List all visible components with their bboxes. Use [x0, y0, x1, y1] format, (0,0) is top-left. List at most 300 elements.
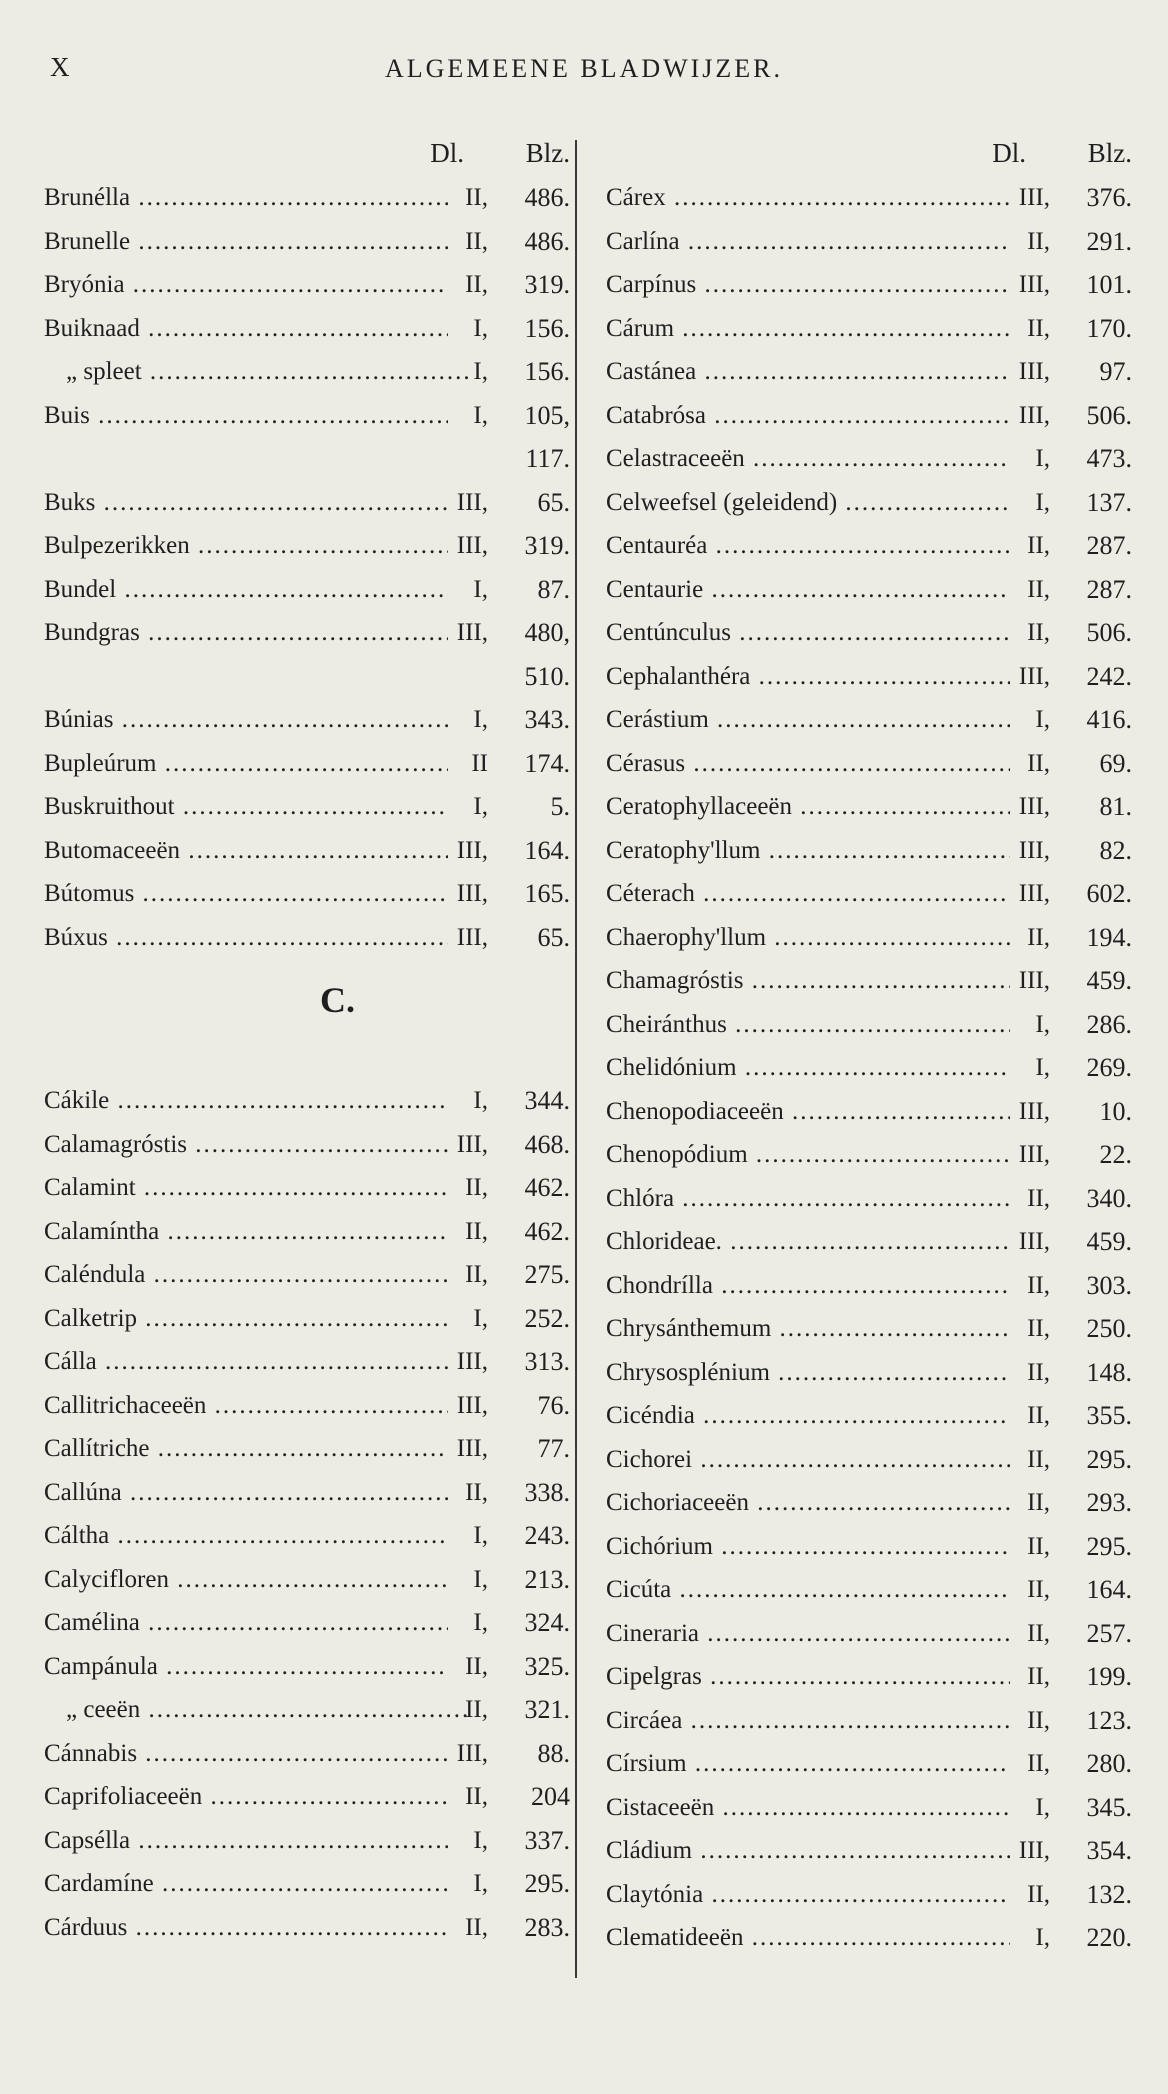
- index-entry: [606, 655, 1134, 699]
- entry-page: 137.: [1086, 487, 1132, 517]
- entry-name: Centauréa .....: [606, 524, 1010, 568]
- entry-volume: II,: [1027, 1489, 1050, 1516]
- index-entry: [44, 1210, 572, 1254]
- index-entry: [606, 1655, 1134, 1699]
- entry-name: Cicéndia .....: [606, 1394, 1010, 1438]
- index-entry: [606, 568, 1134, 612]
- entry-page: 295.: [1086, 1444, 1132, 1474]
- entry-page: 220.: [1086, 1923, 1132, 1952]
- entry-name: Callitrichaceeën .....: [44, 1384, 448, 1428]
- entry-volume: III,: [1018, 1141, 1050, 1168]
- index-entry: [606, 1046, 1134, 1090]
- entry-page: 174.: [524, 748, 570, 778]
- entry-name: Buskruithout .....: [44, 785, 448, 829]
- entry-name: Bundgras .....: [44, 611, 448, 655]
- entry-volume: I,: [473, 1522, 488, 1549]
- entry-volume: II,: [465, 1478, 488, 1506]
- index-entry: [606, 1699, 1134, 1743]
- entry-page: 355.: [1086, 1401, 1132, 1430]
- entry-volume: III,: [1018, 880, 1050, 907]
- index-entry: [606, 829, 1134, 873]
- entry-name: Chrysosplénium .....: [606, 1351, 1010, 1395]
- index-entry: [44, 263, 572, 307]
- index-entry: [44, 742, 572, 786]
- entry-volume: II,: [1027, 1576, 1050, 1603]
- entry-name: Buiknaad .....: [44, 307, 448, 351]
- entry-name: Cánnabis .....: [44, 1732, 448, 1776]
- entry-name: Chenopódium .....: [606, 1133, 1010, 1177]
- entry-page: 313.: [524, 1347, 570, 1376]
- entry-volume: II,: [1027, 1445, 1050, 1473]
- entry-name: Chaerophy'llum .....: [606, 916, 1010, 960]
- entry-volume: II,: [1027, 575, 1050, 603]
- entry-volume: III,: [456, 1435, 488, 1462]
- entry-page: 199.: [1086, 1662, 1132, 1691]
- entry-name: Carlína .....: [606, 220, 1010, 264]
- entry-page: 10.: [1099, 1096, 1132, 1126]
- entry-page: 416.: [1086, 705, 1132, 734]
- index-entry: [44, 916, 572, 960]
- entry-page: 343.: [524, 705, 570, 734]
- entry-volume: III,: [456, 1130, 488, 1158]
- entry-name: Castánea .....: [606, 350, 1010, 394]
- index-entry: [606, 1394, 1134, 1438]
- page-header: Blz.: [1087, 138, 1132, 168]
- entry-name: Brunelle .....: [44, 220, 448, 264]
- entry-volume: II,: [465, 1174, 488, 1201]
- index-entry: [44, 1427, 572, 1471]
- entry-name: Cicúta .....: [606, 1568, 1010, 1612]
- entry-name: Cálla .....: [44, 1340, 448, 1384]
- index-entry: [44, 1079, 572, 1123]
- index-entry: [44, 1514, 572, 1558]
- entry-volume: III,: [1018, 967, 1050, 994]
- entry-page: 303.: [1086, 1270, 1132, 1300]
- entry-volume: I,: [1035, 488, 1050, 516]
- entry-volume: II,: [1027, 1750, 1050, 1777]
- index-entries-c: [44, 1079, 572, 1949]
- index-entry: [606, 959, 1134, 1003]
- left-column-header: [44, 138, 572, 176]
- index-entry: [606, 742, 1134, 786]
- index-entry: [44, 1862, 572, 1906]
- entry-name: Cichorei .....: [606, 1438, 1010, 1482]
- index-entry: [606, 176, 1134, 220]
- entry-name: Calamint .....: [44, 1166, 448, 1210]
- entry-page: 319.: [524, 270, 570, 299]
- entry-name: Cistaceeën .....: [606, 1786, 1010, 1830]
- entry-volume: I,: [473, 1609, 488, 1636]
- entry-volume: II,: [1027, 227, 1050, 255]
- entry-name: Campánula .....: [44, 1645, 448, 1689]
- entry-volume: II,: [465, 1652, 488, 1680]
- entry-name: Calamíntha .....: [44, 1210, 448, 1254]
- entry-page: 354.: [1086, 1836, 1132, 1865]
- entry-name: Bryónia .....: [44, 263, 448, 307]
- entry-name: Bútomus .....: [44, 872, 448, 916]
- entry-name: Cákile .....: [44, 1079, 448, 1123]
- entry-page: 486.: [524, 226, 570, 256]
- entry-name: Cineraria .....: [606, 1612, 1010, 1656]
- entry-volume: III,: [456, 1739, 488, 1767]
- entry-volume: II,: [1027, 1315, 1050, 1342]
- index-entry: [44, 524, 572, 568]
- entry-name: Buks .....: [44, 481, 448, 525]
- entry-volume: II,: [1027, 1271, 1050, 1299]
- entry-page: 283.: [524, 1912, 570, 1942]
- entry-volume: III,: [456, 923, 488, 951]
- index-entry: [606, 1264, 1134, 1308]
- entry-name: Camélina .....: [44, 1601, 448, 1645]
- entry-name: Chenopodiaceeën .....: [606, 1090, 1010, 1134]
- index-entry: [44, 698, 572, 742]
- index-entry: [606, 1307, 1134, 1351]
- entry-name: Cichoriaceeën .....: [606, 1481, 1010, 1525]
- entry-volume: II,: [1027, 314, 1050, 342]
- entry-name: Cipelgras .....: [606, 1655, 1010, 1699]
- entry-page: 101.: [1086, 270, 1132, 299]
- entry-volume: III,: [1018, 401, 1050, 429]
- entry-volume: II,: [1027, 1402, 1050, 1429]
- entry-volume: I,: [1035, 1793, 1050, 1821]
- entry-page: 76.: [537, 1390, 570, 1420]
- index-entry: [44, 1253, 572, 1297]
- entry-volume: III,: [456, 488, 488, 516]
- entry-name: Bulpezerikken .....: [44, 524, 448, 568]
- entry-name: Butomaceeën .....: [44, 829, 448, 873]
- entry-page: 324.: [524, 1608, 570, 1637]
- index-entry: [44, 568, 572, 612]
- entry-volume: I,: [473, 1870, 488, 1897]
- entry-page: 486.: [524, 183, 570, 212]
- entry-page: 88.: [537, 1738, 570, 1768]
- entry-page: 257.: [1086, 1618, 1132, 1648]
- entry-name: Claytónia .....: [606, 1873, 1010, 1917]
- entry-volume: I,: [473, 1304, 488, 1332]
- entry-name: Clematideeën .....: [606, 1916, 1010, 1960]
- entry-volume: II,: [1027, 619, 1050, 646]
- entry-page: 123.: [1086, 1705, 1132, 1735]
- entry-page: 77.: [537, 1434, 570, 1463]
- entry-name: Brunélla .....: [44, 176, 448, 220]
- entry-page: 321.: [524, 1695, 570, 1724]
- index-entry: [606, 263, 1134, 307]
- entry-page: 194.: [1086, 922, 1132, 952]
- index-entry: [44, 176, 572, 220]
- entry-page: 291.: [1086, 226, 1132, 256]
- entry-page: 148.: [1086, 1357, 1132, 1387]
- entry-name: Céterach .....: [606, 872, 1010, 916]
- entry-volume: III,: [1018, 836, 1050, 864]
- entry-name: Círsium .....: [606, 1742, 1010, 1786]
- index-entry: [606, 481, 1134, 525]
- entry-volume: III,: [1018, 1837, 1050, 1864]
- index-entry: [44, 1340, 572, 1384]
- index-entry: [606, 1177, 1134, 1221]
- entry-name: Cerástium .....: [606, 698, 1010, 742]
- entry-page: 602.: [1086, 879, 1132, 908]
- entry-page: 286.: [1086, 1009, 1132, 1039]
- index-entry: [44, 350, 572, 394]
- index-entry: [606, 437, 1134, 481]
- entry-name: Cheiránthus .....: [606, 1003, 1010, 1047]
- entry-volume: I,: [1035, 445, 1050, 472]
- right-column-header: [606, 138, 1134, 176]
- index-entry: [44, 1471, 572, 1515]
- entry-page: 105,: [524, 400, 570, 430]
- entry-page: 242.: [1086, 661, 1132, 691]
- entry-page: 156.: [524, 357, 570, 386]
- index-entry: [606, 220, 1134, 264]
- entry-volume: II,: [1027, 923, 1050, 951]
- entry-volume: I,: [473, 1087, 488, 1114]
- entry-name: Cardamíne .....: [44, 1862, 448, 1906]
- entry-name: Chrysánthemum .....: [606, 1307, 1010, 1351]
- entry-page: 165.: [524, 879, 570, 908]
- entry-name: Carpínus .....: [606, 263, 1010, 307]
- entry-volume: I,: [473, 706, 488, 733]
- entry-page: 117.: [525, 444, 570, 473]
- entry-volume: III,: [456, 532, 488, 559]
- entry-name: Caléndula .....: [44, 1253, 448, 1297]
- index-entry: [606, 1090, 1134, 1134]
- entry-volume: I,: [1035, 706, 1050, 733]
- index-entry: [606, 1133, 1134, 1177]
- entry-name: Cárex .....: [606, 176, 1010, 220]
- entry-name: Ceratophyllaceeën .....: [606, 785, 1010, 829]
- index-entry: [44, 1732, 572, 1776]
- entry-name: Chelidónium .....: [606, 1046, 1010, 1090]
- entry-name: Capsélla .....: [44, 1819, 448, 1863]
- index-entry: [606, 1742, 1134, 1786]
- entry-volume: III,: [1018, 184, 1050, 211]
- entry-page: 462.: [524, 1216, 570, 1246]
- entry-volume: III,: [1018, 793, 1050, 820]
- entry-page: 345.: [1086, 1792, 1132, 1822]
- entry-name: „ spleet .....: [44, 350, 470, 394]
- entry-volume: II,: [465, 184, 488, 211]
- entry-volume: II,: [1027, 1532, 1050, 1560]
- entry-volume: II,: [1027, 749, 1050, 777]
- entry-name: Cáltha .....: [44, 1514, 448, 1558]
- index-entry: [44, 1166, 572, 1210]
- entry-page: 97.: [1099, 357, 1132, 386]
- entry-page: 22.: [1099, 1140, 1132, 1169]
- index-entry: [606, 1220, 1134, 1264]
- entry-page: 506.: [1086, 618, 1132, 647]
- entry-page: 5.: [550, 792, 570, 821]
- entry-page: 243.: [524, 1521, 570, 1550]
- index-entry: [606, 1916, 1134, 1960]
- left-column: [44, 138, 572, 1949]
- entry-volume: I,: [473, 575, 488, 603]
- entry-name: Búxus .....: [44, 916, 448, 960]
- entry-volume: I,: [473, 358, 488, 385]
- entry-volume: I,: [1035, 1010, 1050, 1038]
- entry-volume: I,: [1035, 1054, 1050, 1081]
- entry-name: Chamagróstis .....: [606, 959, 1010, 1003]
- index-entries-right: [606, 176, 1134, 1960]
- entry-name: Cichórium .....: [606, 1525, 1010, 1569]
- entry-volume: I,: [473, 1826, 488, 1854]
- index-entry: [606, 350, 1134, 394]
- entry-volume: II,: [1027, 1663, 1050, 1690]
- entry-volume: II,: [1027, 1880, 1050, 1908]
- entry-volume: II,: [465, 227, 488, 255]
- entry-volume: I,: [1035, 1924, 1050, 1951]
- entry-name: Cárum .....: [606, 307, 1010, 351]
- index-entry: [606, 698, 1134, 742]
- index-entry: [606, 1481, 1134, 1525]
- entry-page: 295.: [524, 1869, 570, 1898]
- index-entry: [606, 1612, 1134, 1656]
- entry-page: 295.: [1086, 1531, 1132, 1561]
- entry-page: 69.: [1099, 748, 1132, 778]
- entry-name: Calketrip .....: [44, 1297, 448, 1341]
- entry-name: Centaurie .....: [606, 568, 1010, 612]
- index-entry: [606, 524, 1134, 568]
- entry-name: Celastraceeën .....: [606, 437, 1010, 481]
- entry-page: 82.: [1099, 835, 1132, 865]
- entry-name: Calycifloren .....: [44, 1558, 448, 1602]
- entry-page: 213.: [524, 1564, 570, 1594]
- entry-page: 250.: [1086, 1314, 1132, 1343]
- index-entry: [44, 655, 572, 699]
- entry-volume: II,: [1027, 1358, 1050, 1386]
- index-entry: [606, 307, 1134, 351]
- entry-volume: II,: [1027, 532, 1050, 559]
- entry-name: Centúnculus .....: [606, 611, 1010, 655]
- entry-name: Chlorideae. .....: [606, 1220, 1010, 1264]
- entry-page: 287.: [1086, 531, 1132, 560]
- entry-page: 376.: [1086, 183, 1132, 212]
- entry-page: 269.: [1086, 1053, 1132, 1082]
- index-entry: [606, 1786, 1134, 1830]
- index-entry: [44, 1297, 572, 1341]
- entry-name: Circáea .....: [606, 1699, 1010, 1743]
- entry-name: Chlóra .....: [606, 1177, 1010, 1221]
- entry-volume: II,: [465, 1261, 488, 1288]
- entry-page: 132.: [1086, 1879, 1132, 1909]
- index-entry: [606, 1438, 1134, 1482]
- entry-page: 468.: [524, 1129, 570, 1159]
- index-entry: [606, 1525, 1134, 1569]
- entry-volume: III,: [456, 836, 488, 864]
- entry-volume: III,: [1018, 271, 1050, 298]
- index-entry: [44, 785, 572, 829]
- entry-volume: II,: [1027, 1706, 1050, 1734]
- index-entry: [606, 611, 1134, 655]
- entry-volume: II,: [465, 1913, 488, 1941]
- index-entry: [44, 1819, 572, 1863]
- entry-volume: III,: [456, 1391, 488, 1419]
- entry-page: 275.: [524, 1260, 570, 1289]
- index-entry: [44, 611, 572, 655]
- volume-header: Dl.: [430, 138, 464, 168]
- entry-page: 340.: [1086, 1183, 1132, 1213]
- section-letter: C.: [320, 980, 355, 1020]
- index-entry: [606, 394, 1134, 438]
- entry-page: 480,: [524, 618, 570, 647]
- entry-page: 87.: [537, 574, 570, 604]
- index-entry: [44, 394, 572, 438]
- entry-page: 164.: [1086, 1575, 1132, 1604]
- entry-page: 338.: [524, 1477, 570, 1507]
- entry-name: Buis .....: [44, 394, 448, 438]
- entry-volume: II,: [1027, 1184, 1050, 1212]
- entry-volume: II,: [1027, 1619, 1050, 1647]
- index-entry: [44, 307, 572, 351]
- entry-name: Búnias .....: [44, 698, 448, 742]
- entry-name: Callúna .....: [44, 1471, 448, 1515]
- index-entry: [44, 1601, 572, 1645]
- entry-volume: III,: [1018, 1097, 1050, 1125]
- entry-volume: I,: [473, 793, 488, 820]
- entry-volume: III,: [456, 619, 488, 646]
- entry-name: Calamagróstis .....: [44, 1123, 448, 1167]
- entry-volume: I,: [473, 401, 488, 429]
- page-title: ALGEMEENE BLADWIJZER.: [384, 54, 784, 83]
- right-column: [606, 138, 1134, 1960]
- entry-volume: II,: [465, 1783, 488, 1810]
- page-number: X: [50, 52, 71, 82]
- entry-page: 287.: [1086, 574, 1132, 604]
- index-entry: [606, 1829, 1134, 1873]
- entry-page: 459.: [1086, 1227, 1132, 1256]
- index-entry: [44, 1384, 572, 1428]
- index-entry: [44, 872, 572, 916]
- index-entry: [44, 1123, 572, 1167]
- entry-name: Bupleúrum .....: [44, 742, 448, 786]
- section-heading: [44, 959, 572, 1079]
- entry-page: 325.: [524, 1651, 570, 1681]
- entry-page: 473.: [1086, 444, 1132, 473]
- entry-volume: III,: [456, 1348, 488, 1375]
- volume-header: Dl.: [992, 138, 1026, 168]
- entry-name: Chondrílla .....: [606, 1264, 1010, 1308]
- entry-page: 506.: [1086, 400, 1132, 430]
- entry-name: Cephalanthéra .....: [606, 655, 1010, 699]
- index-entry: [44, 1558, 572, 1602]
- index-entry: [44, 1688, 572, 1732]
- index-entries-b: [44, 176, 572, 959]
- entry-name: Bundel .....: [44, 568, 448, 612]
- entry-volume: II,: [465, 1217, 488, 1245]
- entry-volume: II,: [465, 271, 488, 298]
- index-entry: [44, 1906, 572, 1950]
- entry-page: 164.: [524, 835, 570, 865]
- entry-name: Cérasus .....: [606, 742, 1010, 786]
- index-entry: [44, 437, 572, 481]
- entry-volume: III,: [1018, 1228, 1050, 1255]
- index-entry: [606, 916, 1134, 960]
- index-entry: [606, 872, 1134, 916]
- entry-page: 204: [531, 1782, 570, 1811]
- index-entry: [606, 1568, 1134, 1612]
- entry-name: Catabrósa .....: [606, 394, 1010, 438]
- entry-name: Ceratophy'llum .....: [606, 829, 1010, 873]
- entry-page: 81.: [1099, 792, 1132, 821]
- entry-volume: II: [471, 749, 488, 777]
- entry-name: Cládium .....: [606, 1829, 1010, 1873]
- index-entry: [44, 829, 572, 873]
- entry-page: 65.: [537, 487, 570, 517]
- page-header: Blz.: [525, 138, 570, 168]
- entry-page: 462.: [524, 1173, 570, 1202]
- index-entry: [606, 1003, 1134, 1047]
- index-entry: [44, 1645, 572, 1689]
- entry-name: „ ceeën .....: [44, 1688, 470, 1732]
